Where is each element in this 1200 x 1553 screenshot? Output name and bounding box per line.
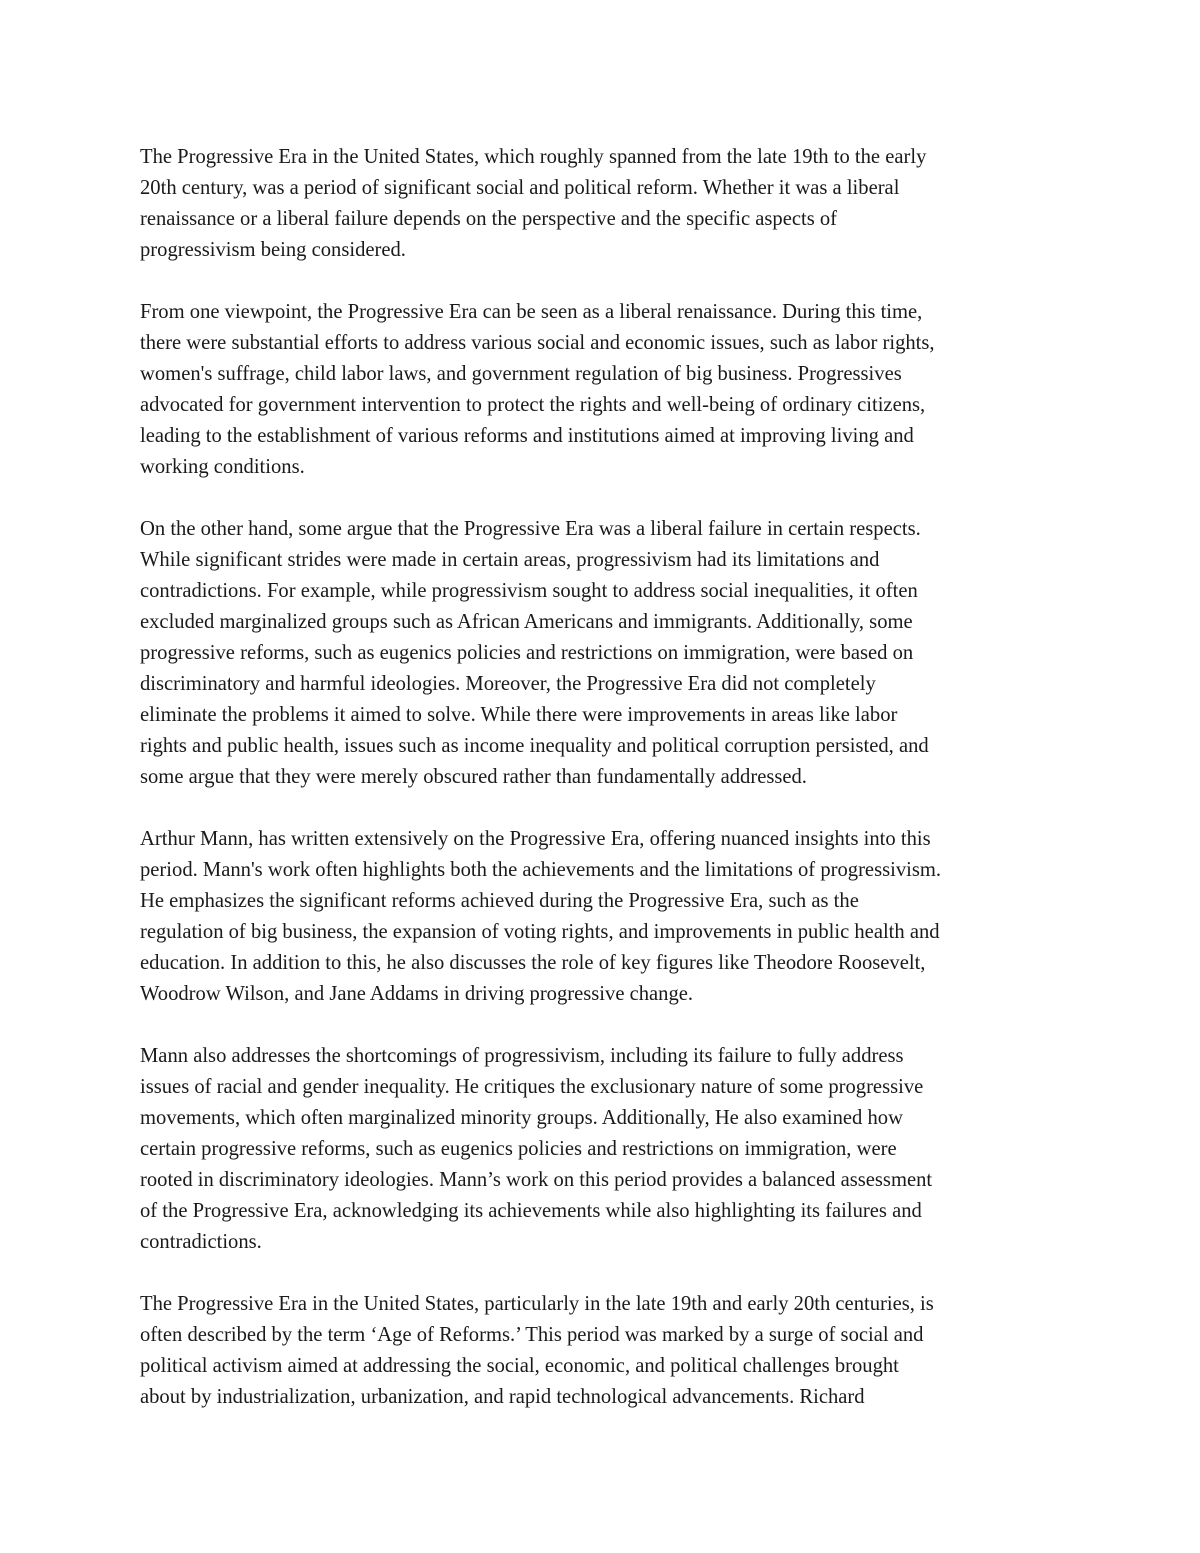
text-line: discriminatory and harmful ideologies. Moreover, the Progressive Era did not completely — [140, 673, 876, 695]
paragraph-age-of-reforms — [140, 1289, 1065, 1413]
paragraph-arthur-mann — [140, 824, 1065, 1010]
text-line: leading to the establishment of various reforms and institutions aimed at improving living and — [140, 425, 914, 447]
text-line: movements, which often marginalized minority groups. Additionally, He also examined how — [140, 1107, 903, 1129]
text-line: regulation of big business, the expansion of voting rights, and improvements in public health and — [140, 921, 940, 943]
text-line: there were substantial efforts to address various social and economic issues, such as labor rights, — [140, 332, 935, 354]
text-line: rooted in discriminatory ideologies. Mann’s work on this period provides a balanced assessment — [140, 1169, 933, 1191]
text-line: rights and public health, issues such as income inequality and political corruption persisted, and — [140, 735, 929, 757]
text-line: some argue that they were merely obscured rather than fundamentally addressed. — [140, 766, 807, 788]
paragraph-failure-view — [140, 514, 1065, 793]
text-line: The Progressive Era in the United States, which roughly spanned from the late 19th to the early — [140, 146, 927, 168]
text-line: education. In addition to this, he also discusses the role of key figures like Theodore Roosevelt, — [140, 952, 926, 974]
text-line: progressive reforms, such as eugenics policies and restrictions on immigration, were based on — [140, 642, 914, 664]
text-line: certain progressive reforms, such as eugenics policies and restrictions on immigration, were — [140, 1138, 897, 1160]
text-line: advocated for government intervention to protect the rights and well-being of ordinary citizens, — [140, 394, 926, 416]
text-line: contradictions. — [140, 1231, 262, 1253]
text-line: Mann also addresses the shortcomings of progressivism, including its failure to fully address — [140, 1045, 904, 1067]
text-line: of the Progressive Era, acknowledging its achievements while also highlighting its failures and — [140, 1200, 922, 1222]
text-line: working conditions. — [140, 456, 305, 478]
text-line: excluded marginalized groups such as African Americans and immigrants. Additionally, some — [140, 611, 913, 633]
text-line: issues of racial and gender inequality. He critiques the exclusionary nature of some progressive — [140, 1076, 924, 1098]
paragraph-intro — [140, 142, 1065, 266]
text-line: The Progressive Era in the United States, particularly in the late 19th and early 20th centuries, is — [140, 1293, 934, 1315]
text-line: women's suffrage, child labor laws, and government regulation of big business. Progressives — [140, 363, 902, 385]
text-line: From one viewpoint, the Progressive Era can be seen as a liberal renaissance. During this time, — [140, 301, 923, 323]
text-line: period. Mann's work often highlights both the achievements and the limitations of progressivism. — [140, 859, 942, 881]
text-line: On the other hand, some argue that the Progressive Era was a liberal failure in certain respects. — [140, 518, 921, 540]
paragraph-renaissance-view — [140, 297, 1065, 483]
text-line: progressivism being considered. — [140, 239, 406, 261]
text-line: often described by the term ‘Age of Reforms.’ This period was marked by a surge of social and — [140, 1324, 924, 1346]
text-line: 20th century, was a period of significant social and political reform. Whether it was a liberal — [140, 177, 900, 199]
text-line: political activism aimed at addressing the social, economic, and political challenges brought — [140, 1355, 899, 1377]
paragraph-mann-shortcomings — [140, 1041, 1065, 1258]
text-line: Arthur Mann, has written extensively on the Progressive Era, offering nuanced insights into this — [140, 828, 931, 850]
text-line: Woodrow Wilson, and Jane Addams in driving progressive change. — [140, 983, 694, 1005]
text-line: He emphasizes the significant reforms achieved during the Progressive Era, such as the — [140, 890, 859, 912]
text-line: While significant strides were made in certain areas, progressivism had its limitations and — [140, 549, 880, 571]
text-line: contradictions. For example, while progressivism sought to address social inequalities, it often — [140, 580, 918, 602]
document-body — [140, 142, 1065, 1413]
text-line: renaissance or a liberal failure depends on the perspective and the specific aspects of — [140, 208, 838, 230]
text-line: about by industrialization, urbanization, and rapid technological advancements. Richard — [140, 1386, 865, 1408]
text-line: eliminate the problems it aimed to solve. While there were improvements in areas like labor — [140, 704, 898, 726]
